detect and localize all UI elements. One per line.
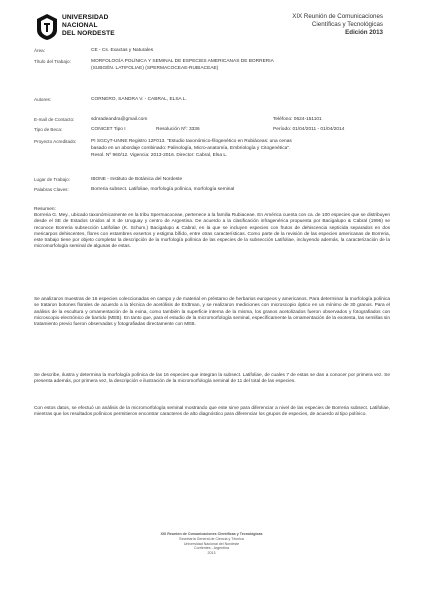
footer-line: Secretaría General de Ciencia y Técnica xyxy=(179,536,244,541)
phone-value: Teléfono: 0624-151101 xyxy=(273,117,322,122)
email-label: E-mail de Contacto: xyxy=(34,117,75,122)
footer-line: 2013 xyxy=(207,551,216,556)
authors-label: Autores: xyxy=(34,97,52,102)
event-line-1: XIX Reunión de Comunicaciones xyxy=(292,13,383,20)
area-value: CE - Cs. Exactas y Naturales xyxy=(91,48,154,53)
area-label: Área: xyxy=(34,48,45,53)
title-value-line-1: MORFOLOGÍA POLÍNICA Y SEMINAL DE ESPECIES AMERICANAS DE BORRERIA xyxy=(91,59,274,64)
footer-line: Corrientes - Argentina xyxy=(194,546,229,551)
footer-line: XIX Reunión de Comunicaciones Científicas y Tecnológicas xyxy=(160,532,263,536)
event-edition: Edición 2013 xyxy=(345,29,383,36)
project-value-line-2: basado en un abordaje combinado: Palinología, Micro-anatomía, Embriología y Citogenética”. xyxy=(91,146,291,151)
keywords-label: Palabras Claves: xyxy=(34,187,69,192)
title-label: Título del Trabajo: xyxy=(34,59,71,64)
title-value-line-2: (SUBGÉN. LATIFOLIAE) (SPERMACOCEAE-RUBIACEAE) xyxy=(91,66,219,71)
project-label: Proyecto Acreditado: xyxy=(34,139,77,144)
workplace-label: Lugar de Trabajo: xyxy=(34,177,71,182)
page-footer xyxy=(0,532,423,556)
abstract-paragraph-4: Con estos datos, se efectuó un análisis de la micromorfología seminal mostrando que este sirve para diferenciar a nivel de las especies de Borreria subsect. Latifoliae, mientras que los resultados polínicos permitieron encontrar caracteres de alto diagnóstico para diferenciar los grupos de especies, de acuerdo al tipo polínico. xyxy=(34,406,390,418)
event-title xyxy=(292,13,383,37)
abstract-paragraph-2: Se analizaron muestras de 16 especies coleccionadas en campo y de material en préstamo de herbarios europeos y americanos. Para determinar la morfología polínica se trataron botones florales de acuerdo a la técnica de acetólisis de Erdtman, y se realizaron mediciones con microscopio óptico en un mínimo de 30 granos. Para el análisis de la escultura y ornamentación de la exina, como también la superficie interna de la misma, los granos acetolizados fueron observados y fotografiados con microscopio electrónico de barrido (MEB). En tanto que, para el estudio de la micromorfología seminal, específicamente la ornamentación de la exotesta, las semillas sin tratamiento previo fueron observadas y fotografiadas directamente con MEB. xyxy=(34,297,390,328)
university-name-line: DEL NORDESTE xyxy=(62,30,115,37)
workplace-value: IBONE - Instituto de Botánica del Nordeste xyxy=(91,177,183,182)
keywords-value: Borreria subsect. Latifoliae, morfología polínica, morfología seminal xyxy=(91,187,235,192)
footer-line: Universidad Nacional del Nordeste xyxy=(183,541,240,546)
university-name-line: NACIONAL xyxy=(62,22,98,29)
abstract-paragraph-1: Borreria G. Mey., ubicado taxonómicamente en la tribu Spermacoceae, pertenece a la familia Rubiaceae. En América cuenta con ca. de 100 especies que se distribuyen desde el SE de Estados Unidos al S de Uruguay y centro de Argentina. De acuerdo a la clasificación infragenérica propuesta por Bacigalupo & Cabral (1996) se reconoce Borreria subsección Latifoliae (K. Schum.) Bacigalupo & Cabral, en la que se incluyen especies con frutos de dehiscencia septicida separados en dos mericarpos dehiscentes, flores con estambres exsertos y estigma bífido, entre otras características. Como parte de la revisión de las especies americanas de Borreria, este trabajo tiene por objeto completar la descripción de la morfología polínica de las especies de la subsección Latifoliae, incluyendo además, la caracterización de la micromorfología seminal de algunas de estas. xyxy=(34,213,390,250)
university-name-line: UNIVERSIDAD xyxy=(62,14,109,21)
university-name xyxy=(62,14,115,38)
abstract-label: Resumen: xyxy=(34,207,56,212)
project-value-line-1: PI SGCyT-UNNE Registro 12F013. “Estudio taxonómico-filogenético en Rubiáceas: una cenas xyxy=(91,139,292,144)
scholarship-type-value: CONICET Tipo I xyxy=(91,127,126,132)
period-value: Período: 01/04/2011 - 01/04/2014 xyxy=(273,127,345,132)
university-logo xyxy=(36,13,146,45)
event-line-2: Científicas y Tecnológicas xyxy=(311,21,383,28)
project-value-line-3: Resol. Nº 960/12. Vigencia: 2013-2016. Director: Cabral, Elsa L. xyxy=(91,153,228,158)
email-value: sdnradeandra@gmail.com xyxy=(91,117,148,122)
abstract-paragraph-3: Se describe, ilustra y determina la morfología polínica de las 16 especies que integran la subsect. Latifoliae, de cuales 7 de estas se dan a conocer por primera vez. Se presenta además, por primera vez, la descripción e ilustración de la micromorfología seminal de 11 del total de las especies. xyxy=(34,373,390,385)
authors-value: CORNERO, SANDRA V. - CABRAL, ELSA L. xyxy=(91,97,187,102)
scholarship-type-label: Tipo de Beca: xyxy=(34,127,63,132)
resolution-value: Resolución Nº: 3336 xyxy=(156,127,200,132)
university-emblem-icon xyxy=(36,13,58,41)
